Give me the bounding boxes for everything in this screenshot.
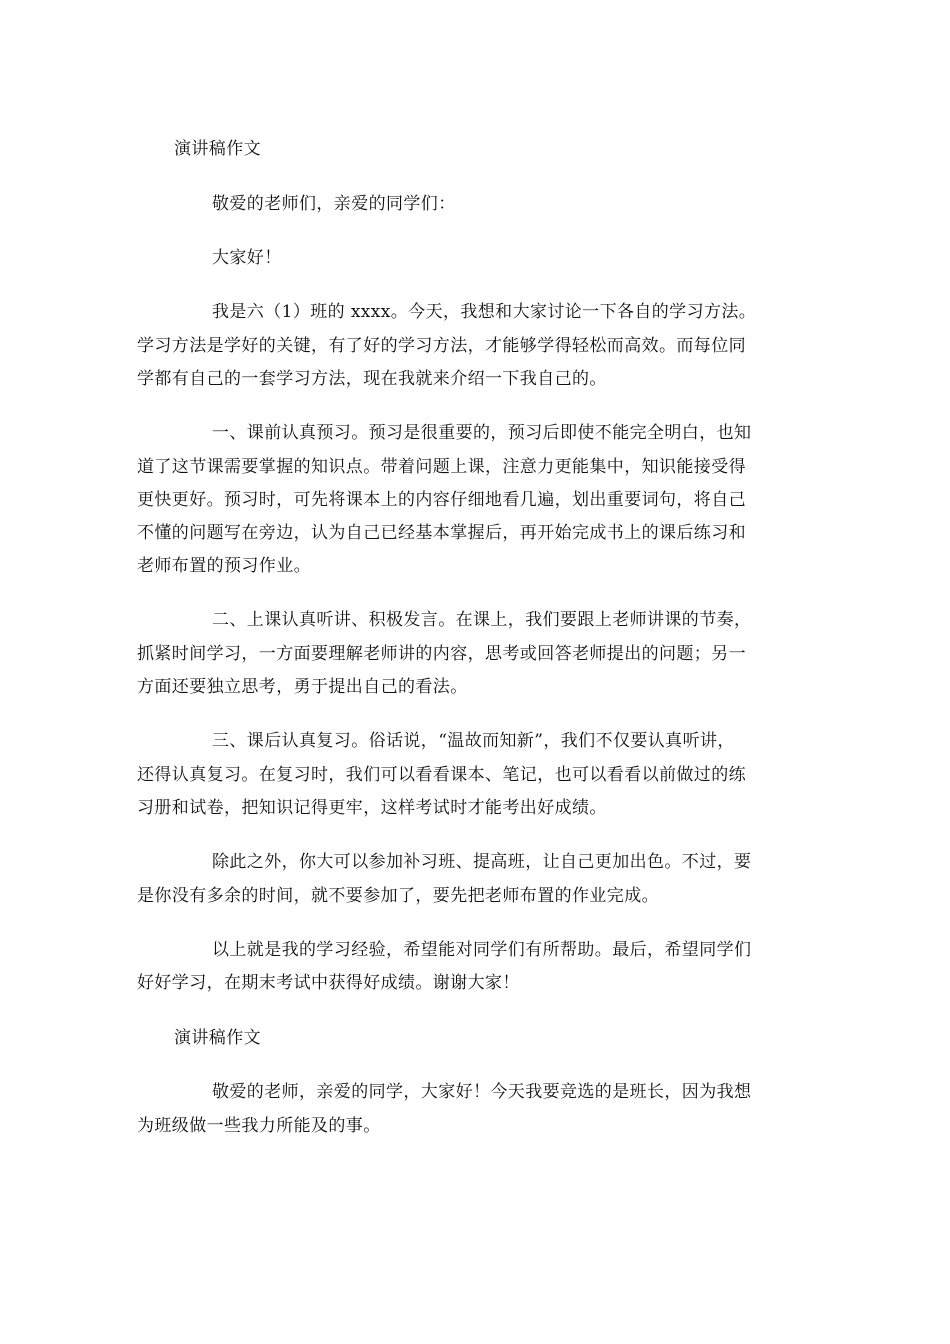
section-2-paragraph-1-line-2: 为班级做一些我力所能及的事。 xyxy=(137,1116,381,1136)
paragraph-5-line-2: 是你没有多余的时间，就不要参加了，要先把老师布置的作业完成。 xyxy=(137,886,659,906)
salutation: 敬爱的老师们，亲爱的同学们： xyxy=(212,194,456,214)
section-2-title: 演讲稿作文 xyxy=(174,1028,261,1048)
paragraph-3-line-3: 方面还要独立思考，勇于提出自己的看法。 xyxy=(137,677,468,697)
section-2-paragraph-1-line-1: 敬爱的老师，亲爱的同学，大家好！今天我要竞选的是班长，因为我想 xyxy=(212,1082,752,1102)
paragraph-2-line-2: 道了这节课需要掌握的知识点。带着问题上课，注意力更能集中，知识能接受得 xyxy=(137,457,746,477)
paragraph-1-line-3: 学都有自己的一套学习方法，现在我就来介绍一下我自己的。 xyxy=(137,369,607,389)
paragraph-4-line-3: 习册和试卷，把知识记得更牢，这样考试时才能考出好成绩。 xyxy=(137,798,607,818)
paragraph-2-line-5: 老师布置的预习作业。 xyxy=(137,556,311,576)
paragraph-4-line-1: 三、课后认真复习。俗话说，“温故而知新”，我们不仅要认真听讲， xyxy=(212,731,735,751)
paragraph-6-line-2: 好好学习，在期末考试中获得好成绩。谢谢大家！ xyxy=(137,973,520,993)
paragraph-3-line-1: 二、上课认真听讲、积极发言。在课上，我们要跟上老师讲课的节奏， xyxy=(212,610,752,630)
paragraph-2-line-1: 一、课前认真预习。预习是很重要的，预习后即使不能完全明白，也知 xyxy=(212,423,752,443)
section-1-title: 演讲稿作文 xyxy=(174,139,261,159)
paragraph-3-line-2: 抓紧时间学习，一方面要理解老师讲的内容，思考或回答老师提出的问题；另一 xyxy=(137,644,746,664)
paragraph-1-line-2: 学习方法是学好的关键，有了好的学习方法，才能够学得轻松而高效。而每位同 xyxy=(137,336,746,356)
paragraph-2-line-3: 更快更好。预习时，可先将课本上的内容仔细地看几遍，划出重要词句，将自己 xyxy=(137,490,746,510)
greeting: 大家好！ xyxy=(212,248,282,268)
paragraph-5-line-1: 除此之外，你大可以参加补习班、提高班，让自己更加出色。不过，要 xyxy=(212,852,752,872)
paragraph-1-line-1: 我是六（1）班的 xxxx。今天，我想和大家讨论一下各自的学习方法。 xyxy=(212,302,757,322)
paragraph-6-line-1: 以上就是我的学习经验，希望能对同学们有所帮助。最后，希望同学们 xyxy=(212,940,752,960)
paragraph-2-line-4: 不懂的问题写在旁边，认为自己已经基本掌握后，再开始完成书上的课后练习和 xyxy=(137,523,746,543)
paragraph-4-line-2: 还得认真复习。在复习时，我们可以看看课本、笔记，也可以看看以前做过的练 xyxy=(137,765,746,785)
